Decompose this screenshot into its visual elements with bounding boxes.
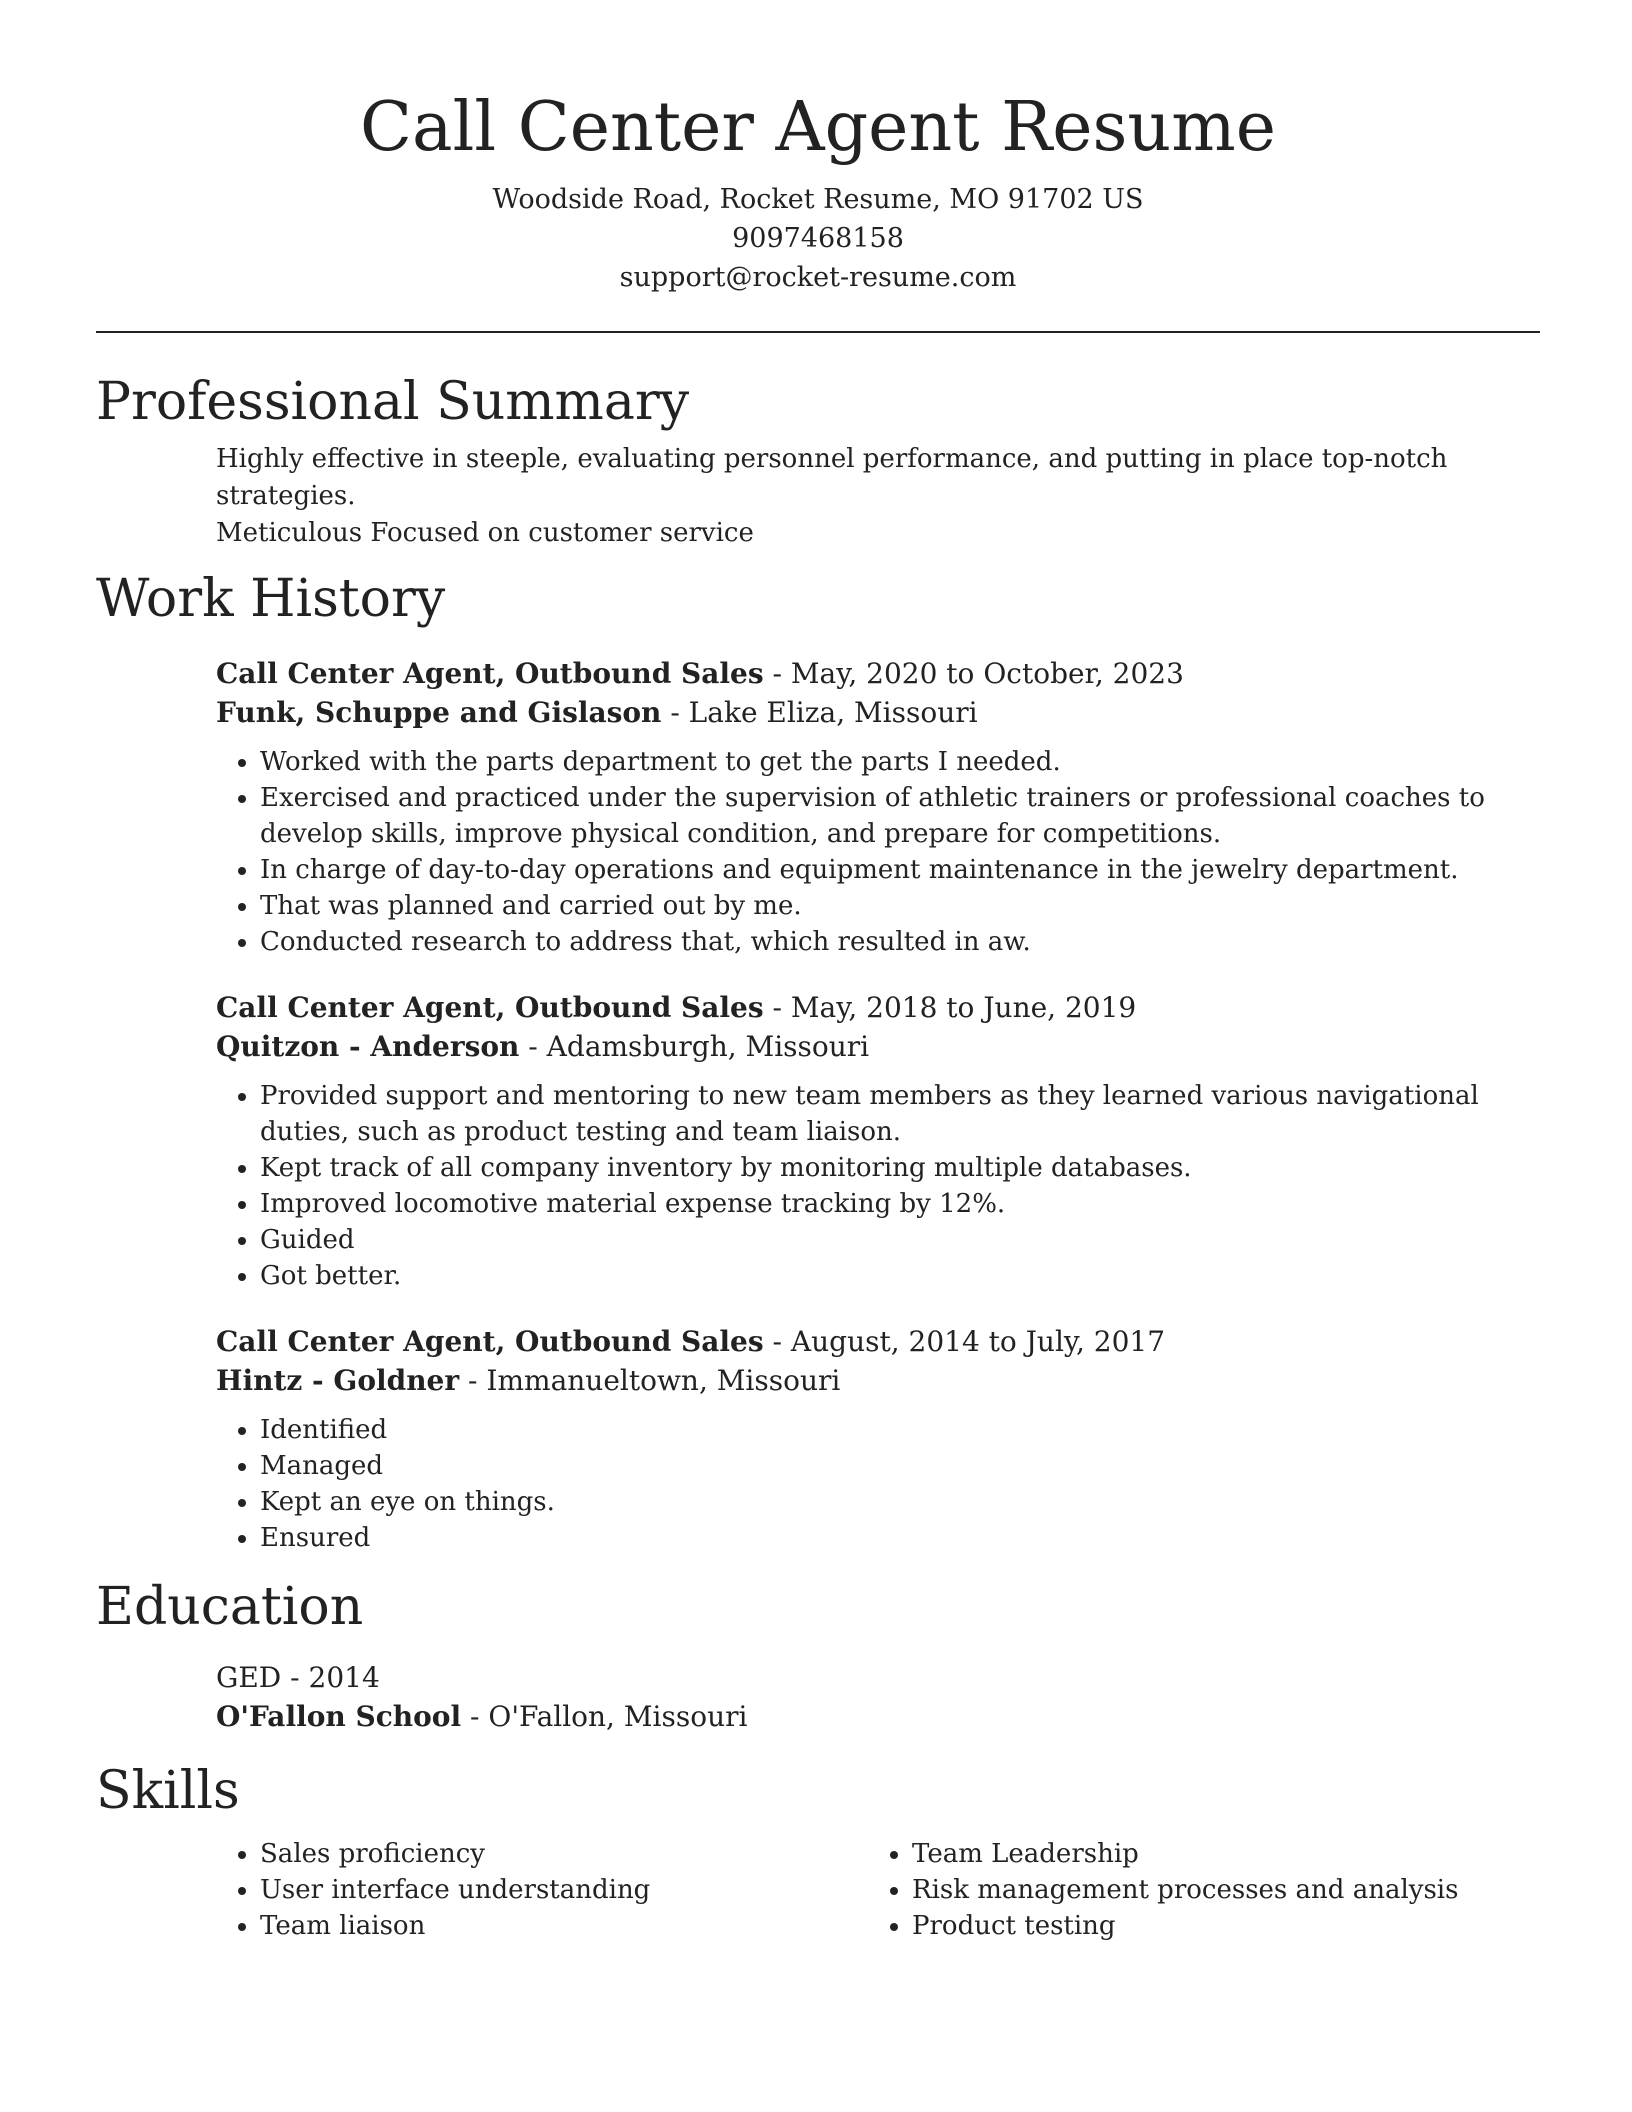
list-item: • Kept track of all company inventory by monitoring multiple databases. [260,1150,1540,1186]
list-item: • Worked with the parts department to get the parts I needed. [260,744,1540,780]
job-company: Quitzon - Anderson [216,1030,520,1063]
job-dates: - August, 2014 to July, 2017 [763,1325,1166,1358]
contact-address: Woodside Road, Rocket Resume, MO 91702 US [492,184,1144,215]
resume-title: Call Center Agent Resume [360,88,1276,167]
job-entry [216,1322,1540,1556]
section-title-work-history: Work History [96,569,446,629]
job-entry [216,988,1540,1294]
skill-item: • Sales proficiency [260,1836,868,1872]
list-item: • Kept an eye on things. [260,1484,1540,1520]
skill-item: • User interface understanding [260,1872,868,1908]
job-company-line [216,1361,1540,1400]
list-item: • Got better. [260,1258,1540,1294]
list-item: • In charge of day-to-day operations and equipment maintenance in the jewelry department. [260,852,1540,888]
resume-page [96,0,1540,1944]
job-title-line [216,988,1540,1027]
education-degree: GED - 2014 [216,1661,380,1694]
list-item: • Exercised and practiced under the supervision of athletic trainers or professional coaches to develop skills, improve physical condition, and prepare for competitions. [260,780,1540,852]
section-title-skills: Skills [96,1761,240,1821]
job-bullets [216,1412,1540,1556]
job-company-line [216,1027,1540,1066]
contact-block [96,180,1540,297]
job-bullets [216,744,1540,960]
skills-column-left [216,1836,868,1944]
education-school: O'Fallon School [216,1700,462,1733]
list-item: • Ensured [260,1520,1540,1556]
list-item: • Conducted research to address that, which resulted in aw. [260,924,1540,960]
list-item: • That was planned and carried out by me. [260,888,1540,924]
job-company: Funk, Schuppe and Gislason [216,696,662,729]
job-dates: - May, 2018 to June, 2019 [763,991,1137,1024]
job-title-line [216,1322,1540,1361]
job-title: Call Center Agent, Outbound Sales [216,991,764,1024]
skill-item: • Team liaison [260,1908,868,1944]
summary-line: Meticulous Focused on customer service [216,518,754,548]
education-entry [216,1658,1540,1736]
job-company: Hintz - Goldner [216,1364,460,1397]
job-title: Call Center Agent, Outbound Sales [216,657,764,690]
section-title-education: Education [96,1577,364,1637]
skill-item: • Team Leadership [912,1836,1520,1872]
education-school-line [216,1697,1540,1736]
skill-item: • Product testing [912,1908,1520,1944]
list-item: • Identified [260,1412,1540,1448]
job-entry [216,654,1540,960]
job-title-line [216,654,1540,693]
summary-text [216,441,1540,552]
job-title: Call Center Agent, Outbound Sales [216,1325,764,1358]
job-location: - Lake Eliza, Missouri [661,696,978,729]
job-bullets [216,1078,1540,1294]
job-location: - Adamsburgh, Missouri [519,1030,870,1063]
job-location: - Immanueltown, Missouri [459,1364,841,1397]
summary-line: Highly effective in steeple, evaluating personnel performance, and putting in place top-notch strategies. [216,444,1448,511]
list-item: • Improved locomotive material expense tracking by 12%. [260,1186,1540,1222]
list-item: • Provided support and mentoring to new team members as they learned various navigational duties, such as product testing and team liaison. [260,1078,1540,1150]
list-item: • Guided [260,1222,1540,1258]
section-title-summary: Professional Summary [96,372,690,432]
skills-column-right [868,1836,1520,1944]
header-divider [96,331,1540,333]
skills-grid [216,1836,1540,1944]
job-company-line [216,693,1540,732]
education-location: - O'Fallon, Missouri [461,1700,748,1733]
contact-email: support@rocket-resume.com [619,262,1017,293]
skill-item: • Risk management processes and analysis [912,1872,1520,1908]
job-dates: - May, 2020 to October, 2023 [763,657,1184,690]
contact-phone: 9097468158 [732,223,904,254]
list-item: • Managed [260,1448,1540,1484]
